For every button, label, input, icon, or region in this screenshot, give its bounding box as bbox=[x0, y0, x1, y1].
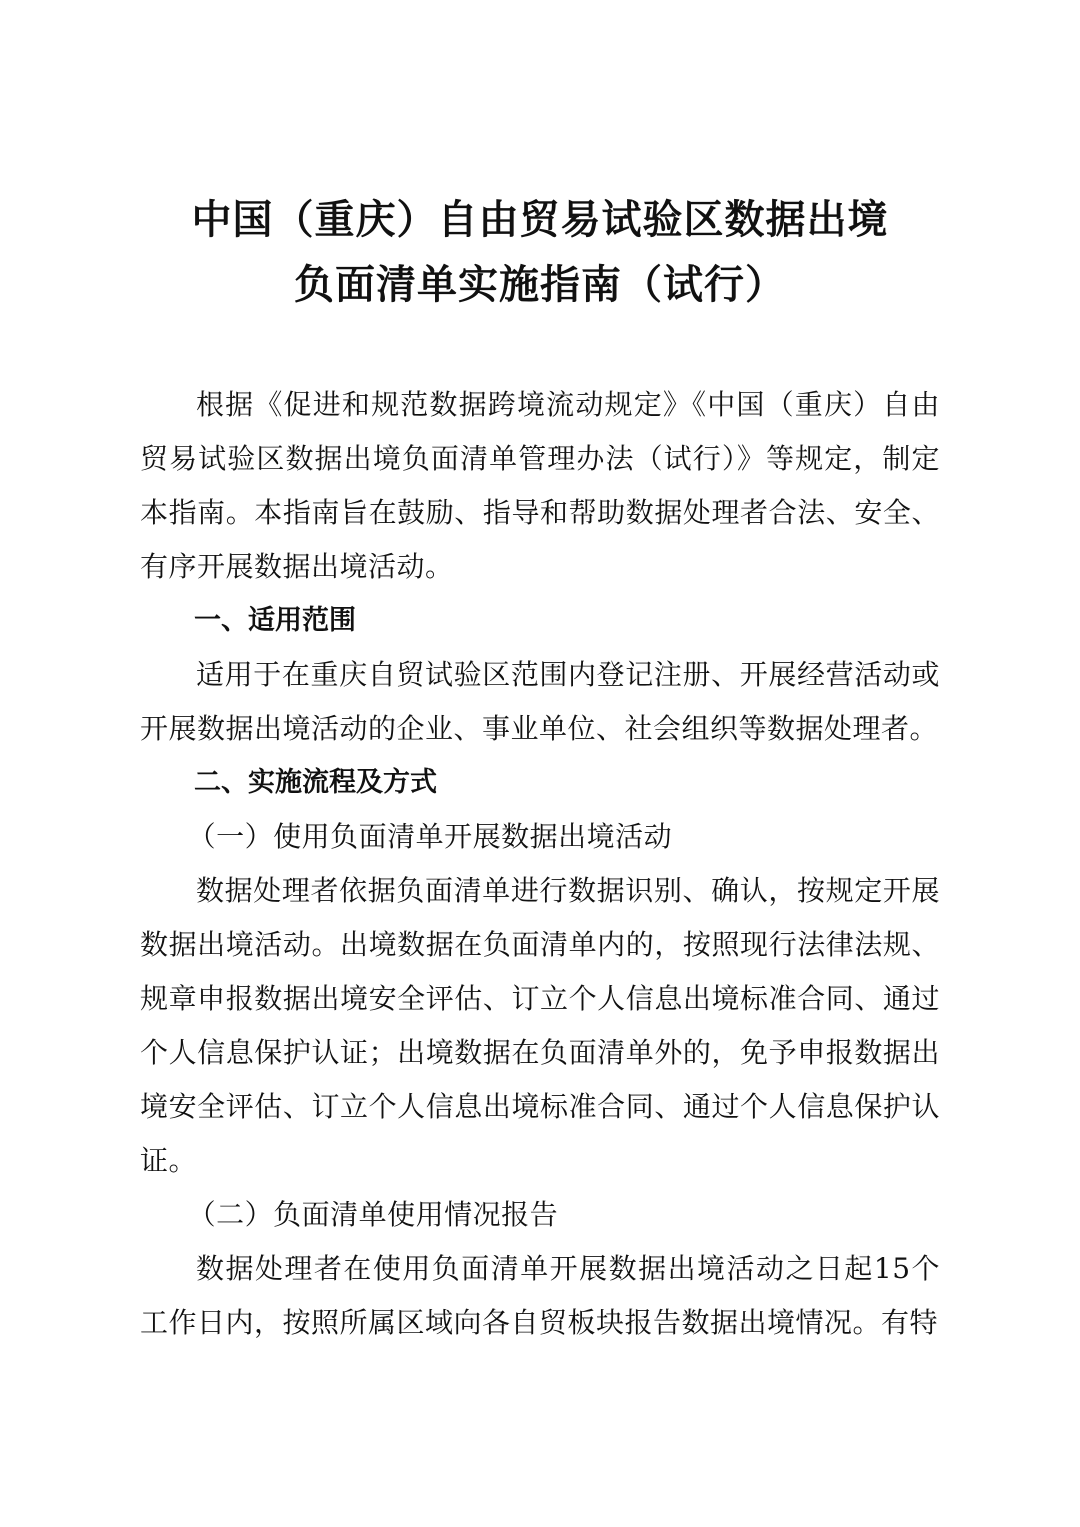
document-title-line-2: 负面清单实施指南（试行） bbox=[294, 262, 786, 308]
section-1-heading: 一、适用范围 bbox=[194, 605, 356, 636]
intro-paragraph: 根据《促进和规范数据跨境流动规定》《中国（重庆）自由贸易试验区数据出境负面清单管理办法（试行）》等规定，制定本指南。本指南旨在鼓励、指导和帮助数据处理者合法、安全、有序开展数据出境活动。 bbox=[140, 388, 940, 583]
section-2-sub-1-paragraph: 数据处理者依据负面清单进行数据识别、确认，按规定开展数据出境活动。出境数据在负面清单内的，按照现行法律法规、规章申报数据出境安全评估、订立个人信息出境标准合同、通过个人信息保护认证；出境数据在负面清单外的，免予申报数据出境安全评估、订立个人信息出境标准合同、通过个人信息保护认证。 bbox=[140, 874, 940, 1177]
document-body bbox=[140, 378, 940, 1350]
section-2-sub-2-heading: （二）负面清单使用情况报告 bbox=[187, 1198, 559, 1231]
document-title-line-1: 中国（重庆）自由贸易试验区数据出境 bbox=[191, 197, 889, 243]
section-2-sub-1-heading: （一）使用负面清单开展数据出境活动 bbox=[187, 820, 673, 853]
section-2-sub-2-paragraph: 数据处理者在使用负面清单开展数据出境活动之日起15个工作日内，按照所属区域向各自贸板块报告数据出境情况。有特 bbox=[140, 1252, 940, 1339]
section-1-paragraph: 适用于在重庆自贸试验区范围内登记注册、开展经营活动或开展数据出境活动的企业、事业单位、社会组织等数据处理者。 bbox=[140, 658, 940, 745]
section-2-heading: 二、实施流程及方式 bbox=[194, 767, 437, 798]
